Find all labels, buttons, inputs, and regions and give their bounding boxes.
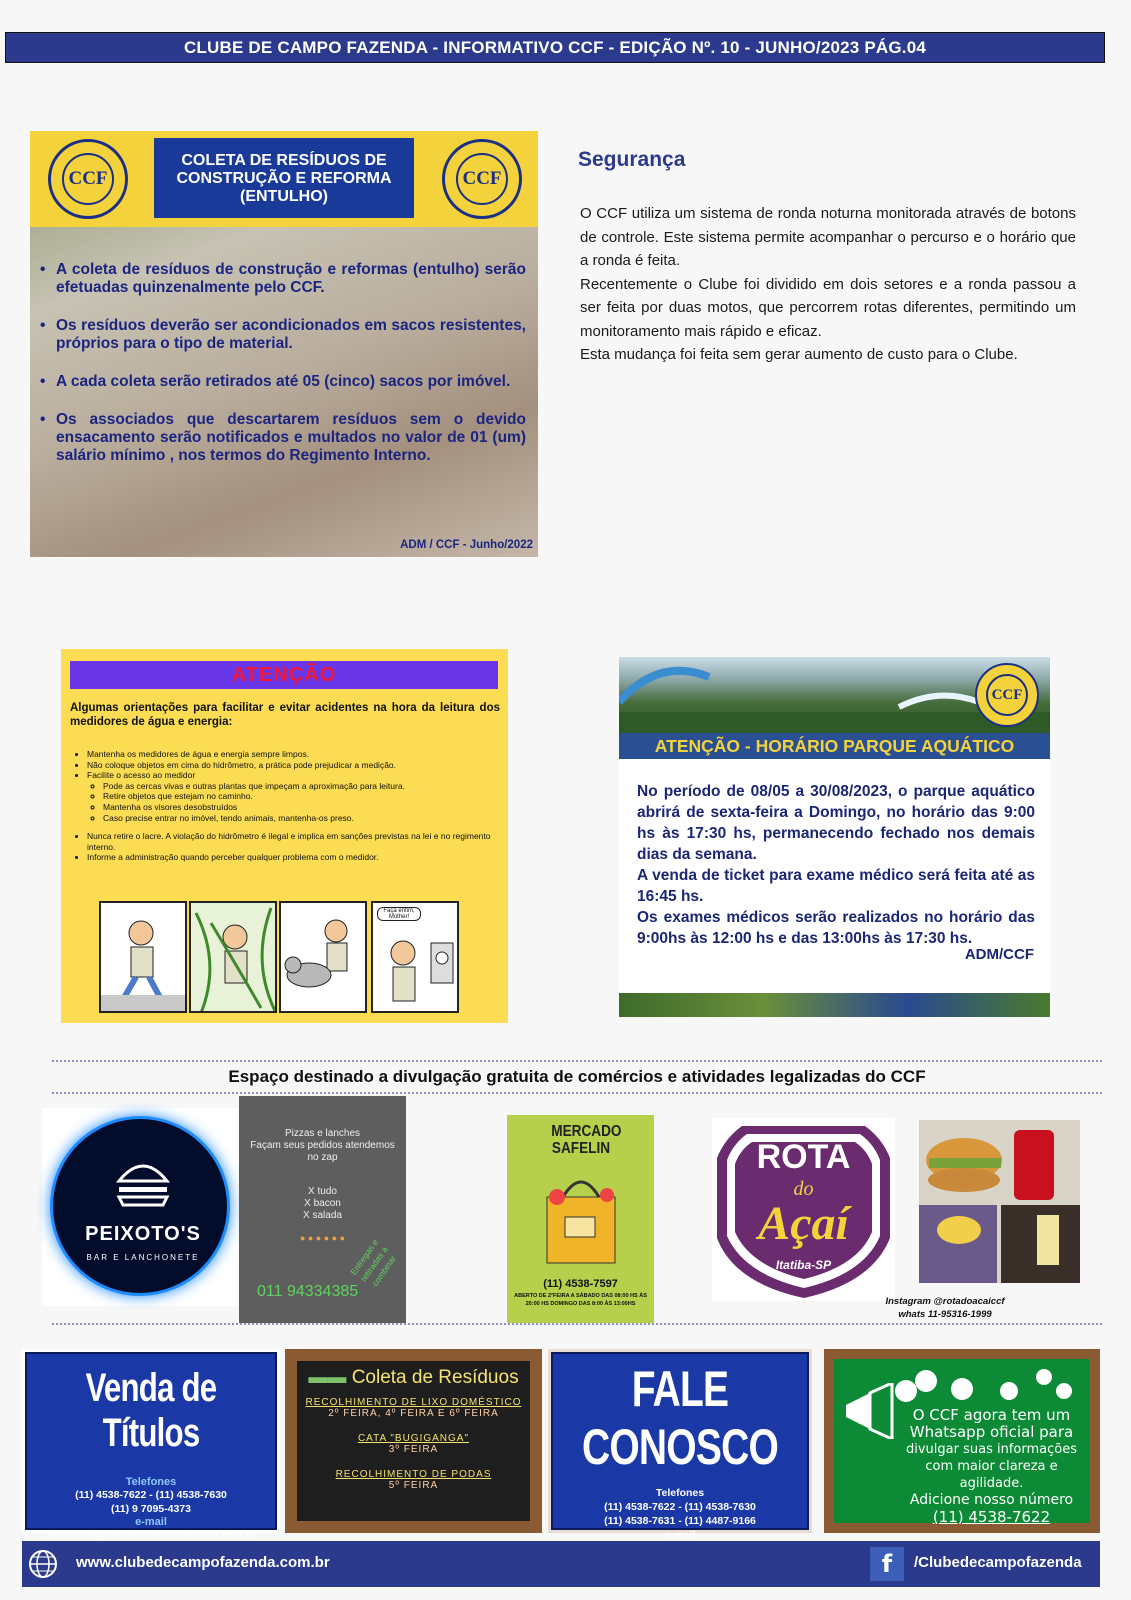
whatsapp-box (824, 1349, 1100, 1533)
atencao-list (87, 749, 501, 863)
atencao-item: • Informe a administração quando perceber qualquer problema com o medidor. (87, 852, 501, 863)
fale-phones: (11) 4538-7622 - (11) 4538-7630 (604, 1501, 756, 1513)
venda-phones: (11) 9 7095-4373 (111, 1503, 191, 1515)
coleta-schedule: 2º FEIRA, 4º FEIRA E 6º FEIRA (328, 1408, 499, 1419)
atencao-sublist (103, 781, 517, 823)
seal-text: CCF (986, 674, 1028, 716)
parque-photo (619, 657, 1050, 733)
ad-mercado-safelin (507, 1115, 654, 1323)
fale-email-label: e-mail (664, 1529, 696, 1541)
ad-peixotos (42, 1108, 238, 1306)
atencao-subitem: ◦ Mantenha os visores desobstruídos (103, 802, 517, 813)
coleta-schedule: CATA "BUGIGANGA" (357, 1433, 470, 1444)
venda-title: Venda de Títulos (85, 1366, 217, 1455)
page-header: CLUBE DE CAMPO FAZENDA - INFORMATIVO CCF - EDIÇÃO Nº. 10 - JUNHO/2023 PÁG.04 (5, 32, 1105, 63)
parque-paragraph: A venda de ticket para exame médico será feita até as 16:45 hs. (637, 867, 1035, 905)
comic-figure-running (101, 903, 187, 1013)
seguranca-body (580, 202, 1076, 367)
whatsapp-line: Whatsapp oficial para (909, 1423, 1074, 1441)
coleta-bullet-list (40, 261, 526, 485)
divider-dotted (52, 1323, 1102, 1325)
atencao-item (87, 770, 501, 823)
coleta-entulho-poster (30, 131, 538, 557)
rota-do: do (793, 1178, 814, 1200)
whatsapp-text (894, 1407, 1089, 1526)
truck-icon: ▬▬ (308, 1367, 352, 1388)
food-photo-collage (919, 1120, 1080, 1283)
pizza-phone: 011 94334385 (257, 1283, 359, 1300)
atencao-subitem: ◦ Retire objetos que estejam no caminho. (103, 791, 517, 802)
seguranca-paragraph: Esta mudança foi feita sem gerar aumento de custo para o Clube. (580, 346, 1018, 363)
food-icons: ● ● ● ● ● ● (299, 1233, 346, 1243)
coleta-signature: ADM / CCF - Junho/2022 (400, 539, 533, 551)
page-footer (22, 1541, 1100, 1587)
ccf-seal-right (442, 139, 522, 219)
parque-text (637, 781, 1035, 949)
coleta-box-title (297, 1361, 530, 1389)
whatsapp-line: O CCF agora tem um (912, 1406, 1071, 1424)
whatsapp-number: (11) 4538-7622 (932, 1508, 1051, 1526)
shopping-bag-icon (527, 1167, 635, 1267)
comic-speech-bubble: Faça enfim, Mother! (377, 907, 421, 921)
phones-label: Telefones (125, 1476, 177, 1488)
atencao-item: • Mantenha os medidores de água e energia sempre limpos. (87, 749, 501, 760)
parque-footer-photo (619, 993, 1050, 1017)
atencao-item: • Nunca retire o lacre. A violação do hidrômetro é ilegal e implica em sanções previstas na lei e no regimento interno. (87, 831, 501, 852)
ccf-seal (975, 663, 1039, 727)
mercado-phone: (11) 4538-7597 (543, 1278, 618, 1290)
rota-instagram (870, 1295, 1020, 1321)
fale-conosco-box (548, 1349, 812, 1541)
fale-phones-label: Telefones (655, 1487, 705, 1499)
ad-food-photos (919, 1120, 1080, 1283)
parque-header: ATENÇÃO - HORÁRIO PARQUE AQUÁTICO (619, 733, 1050, 759)
coleta-schedule: 5º FEIRA (388, 1480, 439, 1491)
pizza-line: Façam seus pedidos atendemos no zap (250, 1140, 395, 1163)
comic-panel-1 (99, 901, 187, 1013)
burger-icon (115, 1157, 171, 1209)
coleta-residuos-box (285, 1349, 542, 1533)
whatsapp-number: whats 11-95316-1999 (898, 1309, 992, 1320)
parque-paragraph: Os exames médicos serão realizados no horário das 9:00hs às 12:00 hs e das 13:00hs às 17:30 hs. (637, 909, 1035, 947)
pizza-line: Pizzas e lanches (284, 1128, 361, 1139)
atencao-title: ATENÇÃO (70, 661, 498, 689)
divider-dotted (52, 1092, 1102, 1094)
atencao-intro: Algumas orientações para facilitar e evitar acidentes na hora da leitura dos medidores de água e energia: (70, 702, 500, 728)
whatsapp-line: divulgar suas informações (906, 1442, 1077, 1457)
atencao-subitem: ◦ Pode as cercas vivas e outras plantas que impeçam a aproximação para leitura. (103, 781, 517, 792)
ad-pizza-lanches (239, 1096, 406, 1323)
pizza-delivery: Entregas e retiradas a combinar (348, 1237, 398, 1289)
parque-signature: ADM/CCF (964, 946, 1034, 963)
coleta-bullet: • Os associados que descartarem resíduos sem o devido ensacamento serão notificados e multados no valor de 01 (um) salário mínimo , nos termos do Regimento Interno. (40, 411, 526, 465)
mercado-hours: ABERTO DE 2ªFEIRA A SÁBADO DAS 08:00 HS ÀS 20:00 HS DOMINGO DAS 8:00 ÀS 13:00HS (514, 1293, 647, 1307)
fale-panel (551, 1352, 809, 1541)
coleta-poster-title: COLETA DE RESÍDUOS DE CONSTRUÇÃO E REFORMA (ENTULHO) (154, 138, 414, 218)
peixotos-subtitle: BAR E LANCHONETE (86, 1253, 200, 1262)
instagram-handle: Instagram @rotadoacaiccf (885, 1296, 1005, 1307)
parque-paragraph: No período de 08/05 a 30/08/2023, o parque aquático abrirá de sexta-feira a Domingo, no horário das 9:00 hs às 17:30 hs, permanecendo fechado nos demais dias da semana. (637, 783, 1035, 863)
seguranca-paragraph: Recentemente o Clube foi dividido em dois setores e a ronda passou a ser feita por duas motos, que percorrem rotas diferentes, permitindo um monitoramento mais rápido e eficaz. (580, 275, 1076, 340)
email-label: e-mail (135, 1516, 167, 1528)
venda-email: secretaria@clubedecampofazenda.com.br (45, 1529, 257, 1541)
peixotos-logo (50, 1116, 230, 1296)
ads-section-title: Espaço destinado a divulgação gratuita de comércios e atividades legalizadas do CCF (228, 1067, 926, 1086)
comic-panel-2 (189, 901, 277, 1013)
ad-rota-do-acai (712, 1118, 895, 1301)
rota-city: Itatiba-SP (775, 1258, 832, 1272)
whatsapp-icon (894, 1363, 1074, 1403)
seal-text: CCF (456, 153, 508, 205)
megaphone-icon (840, 1383, 900, 1439)
venda-titulos-box (22, 1349, 280, 1541)
comic-panel-4 (371, 901, 459, 1013)
rota-title: ROTA (756, 1138, 851, 1176)
atencao-medidores-poster (61, 649, 508, 1023)
seal-text: CCF (62, 153, 114, 205)
seguranca-title: Segurança (578, 148, 686, 171)
fale-title: FALE CONOSCO (581, 1361, 779, 1475)
whatsapp-line: Adicione nosso número (909, 1492, 1074, 1508)
facebook-icon[interactable]: f (870, 1547, 904, 1581)
parque-aquatico-notice (619, 657, 1050, 1017)
whatsapp-chalkboard (834, 1359, 1090, 1526)
coleta-schedule: RECOLHIMENTO DE PODAS (335, 1469, 492, 1480)
comic-figure-vines (191, 903, 277, 1013)
coleta-bullet: • A coleta de resíduos de construção e reformas (entulho) serão efetuadas quinzenalmente pelo CCF. (40, 261, 526, 297)
whatsapp-line: com maior clareza e agilidade. (925, 1459, 1058, 1491)
seguranca-paragraph: O CCF utiliza um sistema de ronda noturna monitorada através de botons de controle. Este sistema permite acompanhar o percurso e o horário que a ronda é feita. (580, 205, 1076, 269)
coleta-bullet: • Os resíduos deverão ser acondicionados em sacos resistentes, próprios para o tipo de material. (40, 317, 526, 353)
comic-figure-dog (281, 903, 367, 1013)
divider-dotted (52, 1060, 1102, 1062)
fale-phones: (11) 4538-7631 - (11) 4487-9166 (604, 1515, 756, 1527)
venda-phones: (11) 4538-7622 - (11) 4538-7630 (75, 1489, 227, 1501)
footer-website-link[interactable]: www.clubedecampofazenda.com.br (76, 1554, 330, 1571)
pizza-menu-item: X bacon (304, 1198, 341, 1209)
rota-acai: Açaí (758, 1197, 849, 1250)
atencao-item: • Não coloque objetos em cima do hidrômetro, a prática pode prejudicar a medição. (87, 760, 501, 771)
ccf-seal-left (48, 139, 128, 219)
venda-panel (25, 1352, 277, 1541)
pizza-menu-item: X salada (303, 1210, 342, 1221)
coleta-schedule: 3º FEIRA (388, 1444, 439, 1455)
coleta-box-title-text: Coleta de Resíduos (351, 1367, 519, 1388)
chalkboard (297, 1361, 530, 1521)
atencao-subitem: ◦ Caso precise entrar no imóvel, tendo animais, mantenha-os preso. (103, 813, 517, 824)
atencao-item-text: Facilite o acesso ao medidor (87, 770, 196, 781)
mercado-name: MERCADO SAFELIN (550, 1123, 622, 1157)
pizza-menu-item: X tudo (308, 1186, 337, 1197)
footer-facebook-link[interactable]: /Clubedecampofazenda (914, 1554, 1082, 1571)
peixotos-name: PEIXOTO'S (85, 1223, 201, 1245)
coleta-schedule: RECOLHIMENTO DE LIXO DOMÉSTICO (305, 1397, 522, 1408)
comic-panel-3 (279, 901, 367, 1013)
coleta-bullet: • A cada coleta serão retirados até 05 (cinco) sacos por imóvel. (40, 373, 526, 391)
globe-icon (28, 1549, 58, 1579)
